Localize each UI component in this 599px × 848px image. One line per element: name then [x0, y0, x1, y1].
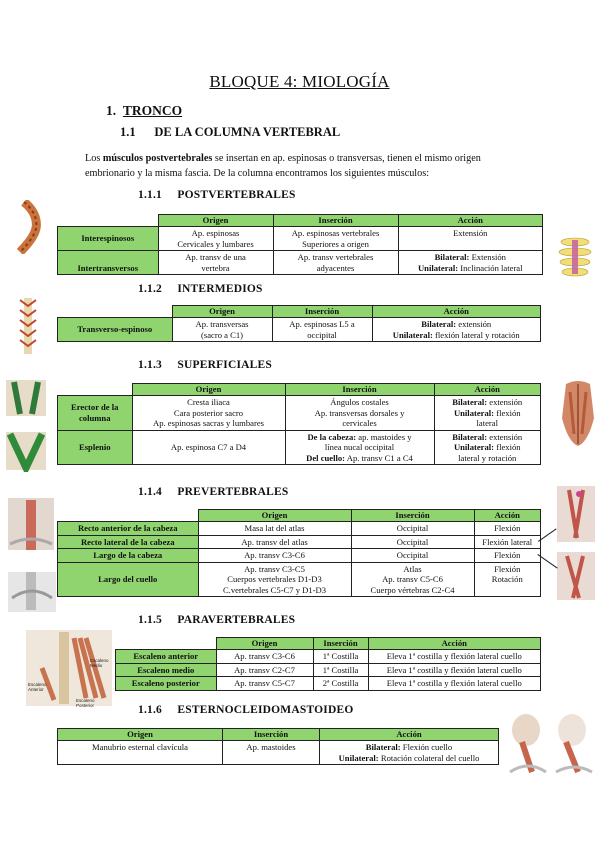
vertebrae-image-1 — [555, 234, 595, 280]
spine-muscle-image-2 — [16, 296, 40, 356]
neck-anterior-image — [4, 494, 58, 554]
table-esternocleidomastoideo: Origen Inserción Acción Manubrio esternal clavícula Ap. mastoides Bilateral: Flexión cuello Unilateral: Rotación colateral del cuello — [57, 728, 499, 765]
row-name: Escaleno medio — [116, 663, 217, 677]
heading-superficiales: 1.1.3 SUPERFICIALES — [138, 359, 272, 371]
row-name: Interespinosos — [58, 227, 159, 251]
scalene-label-medio: Escaleno Medio — [90, 658, 109, 668]
intro-paragraph: Los músculos postvertebrales se insertan en ap. espinosas o transversas, tienen el mismo origen embrionario y la misma fascia. De la columna encontramos los siguientes músculos: — [85, 153, 481, 179]
table-prevertebrales: Origen Inserción Acción Recto anterior de la cabeza Masa lat del atlas Occipital Flexión Recto lateral de la cabeza Ap. transv del atlas Occipital Flexión lateral Largo de la cabeza Ap. transv C3-C6 Occipital Flexión Largo del cuello Ap. transv C3-C5 Cuerpos vertebrales D1-D3 C.vertebrales C5-C7 y D1-D3 Atlas Ap. transv C5-C6 Cuerpo vértebras C2-C4 Flexión Rotación — [57, 509, 541, 597]
neck-lateral-image — [555, 484, 597, 544]
neck-skeleton-image — [4, 568, 60, 616]
table-postvertebrales: Origen Inserción Acción Interespinosos Ap. espinosas Cervicales y lumbares Ap. espinosas vertebrales Superiores a origen Extensión Intertransversos Ap. transv de una vertebra Ap. transv vertebrales adyacentes Bilateral: Extensión Unilateral: Inclinación lateral — [57, 214, 543, 275]
row-name: Recto anterior de la cabeza — [58, 522, 199, 536]
spine-muscle-image-1 — [12, 200, 48, 254]
heading-paravertebrales: 1.1.5 PARAVERTEBRALES — [138, 614, 296, 626]
erector-spinae-image — [4, 378, 48, 418]
row-name: Erector de la columna — [58, 396, 133, 431]
scalene-label-posterior: Escaleno Posterior — [76, 698, 95, 708]
scalene-label-anterior: Escaleno Anterior — [28, 682, 47, 692]
row-name: Esplenio — [58, 430, 133, 465]
heading-prevertebrales: 1.1.4 PREVERTEBRALES — [138, 486, 289, 498]
back-muscles-image — [558, 378, 598, 448]
table-superficiales: Origen Inserción Acción Erector de la columna Cresta iliaca Cara posterior sacro Ap. espinosas sacras y lumbares Ángulos costales Ap. transversas dorsales y cervicales Bilateral: extensión Unilateral: flexión lateral Esplenio Ap. espinosa C7 a D4 De la cabeza: ap. mastoides y línea nucal occipital Del cuello: Ap. transv C1 a C4 Bilateral: extensión Unilateral: flexión lateral y rotación — [57, 383, 541, 465]
row-name: Intertransversos — [58, 251, 159, 275]
page-title: BLOQUE 4: MIOLOGÍA — [209, 72, 390, 91]
row-name: Escaleno posterior — [116, 677, 217, 691]
row-name: Largo del cuello — [58, 562, 199, 597]
row-name: Largo de la cabeza — [58, 549, 199, 563]
scalene-image — [24, 628, 114, 708]
table-intermedios: Origen Inserción Acción Transverso-espinoso Ap. transversas (sacro a C1) Ap. espinosas L5 a occipital Bilateral: extensión Unilateral: flexión lateral y rotación — [57, 305, 541, 342]
splenius-image — [4, 430, 48, 472]
row-name: Recto lateral de la cabeza — [58, 535, 199, 549]
section-heading-columna: 1.1 DE LA COLUMNA VERTEBRAL — [120, 125, 341, 139]
heading-intermedios: 1.1.2 INTERMEDIOS — [138, 283, 263, 295]
row-name: Escaleno anterior — [116, 650, 217, 664]
neck-lateral-image-2 — [555, 550, 597, 602]
heading-esternocleidomastoideo: 1.1.6 ESTERNOCLEIDOMASTOIDEO — [138, 704, 354, 716]
heading-postvertebrales: 1.1.1 POSTVERTEBRALES — [138, 189, 296, 201]
scm-images — [506, 712, 594, 776]
section-heading-tronco: 1. TRONCO — [106, 103, 183, 118]
row-name: Transverso-espinoso — [58, 318, 173, 342]
table-paravertebrales: Origen Inserción Acción Escaleno anterior Ap. transv C3-C6 1ª Costilla Eleva 1ª costilla y flexión lateral cuello Escaleno medio Ap. transv C2-C7 1ª Costilla Eleva 1ª costilla y flexión lateral cuello Escaleno posterior Ap. transv C5-C7 2ª Costilla Eleva 1ª costilla y flexión lateral cuello — [115, 637, 541, 691]
